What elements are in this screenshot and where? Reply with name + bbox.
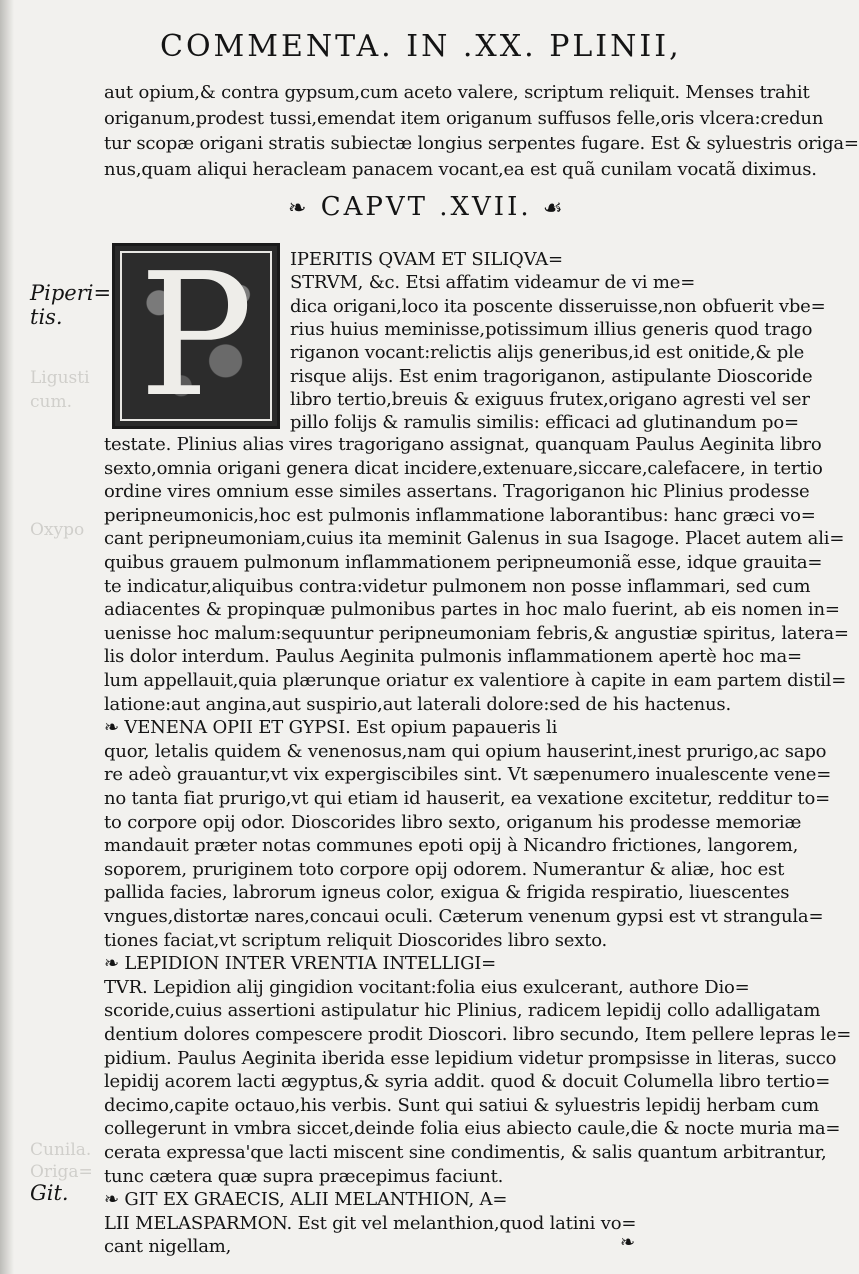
text-line: pallida facies, labrorum igneus color, exigua & frigida respiratio, liuescentes bbox=[104, 882, 790, 904]
margin-note-piperitis: Piperi= bbox=[30, 281, 112, 305]
text-line: ordine vires omnium esse similes assertans. Tragoriganon hic Plinius prodesse bbox=[104, 481, 810, 503]
text-line: to corpore opij odor. Dioscorides libro sexto, origanum his prodesse memoriæ bbox=[104, 811, 802, 833]
text-line: soporem, pruriginem toto corpore opij odorem. Numerantur & aliæ, hoc est bbox=[104, 858, 785, 880]
text-line: ❧ LEPIDION INTER VRENTIA INTELLIGI= bbox=[104, 953, 497, 975]
margin-note-piperitis: tis. bbox=[30, 305, 63, 329]
text-line: cant peripneumoniam,cuius ita meminit Galenus in sua Isagoge. Placet autem ali= bbox=[104, 528, 845, 550]
text-line: no tanta fiat prurigo,vt qui etiam id hauserit, ea vexatione excitetur, redditur to= bbox=[104, 788, 830, 809]
text-line: libro tertio,breuis & exiguus frutex,origano agresti vel ser bbox=[290, 388, 810, 410]
text-line: pillo folijs & ramulis similis: efficaci ad glutinandum po= bbox=[290, 412, 799, 434]
text-line: tur scopæ origani stratis subiectæ longius serpentes fugare. Est & syluestris origa= bbox=[104, 133, 859, 154]
text-line: quibus grauem pulmonum inflammationem peripneumoniã esse, idque grauita= bbox=[104, 552, 823, 573]
text-line: collegerunt in vmbra siccet,deinde folia eius abiecto caule,die & nocte muria ma= bbox=[104, 1118, 841, 1140]
text-line: ❧ GIT EX GRAECIS, ALII MELANTHION, A= bbox=[104, 1189, 508, 1211]
text-line: riganon vocant:relictis alijs generibus,id est onitide,& ple bbox=[290, 342, 805, 364]
running-header: COMMENTA. IN .XX. PLINII, bbox=[160, 29, 682, 64]
text-line: vngues,distortæ nares,concaui oculi. Cæterum venenum gypsi est vt strangula= bbox=[104, 906, 824, 927]
ghost-text: Cunila. bbox=[30, 1140, 92, 1160]
text-line: ❧ VENENA OPII ET GYPSI. Est opium papaueris li bbox=[104, 717, 558, 739]
text-line: re adeò grauantur,vt vix expergiscibiles sint. Vt sæpenumero inualescente vene= bbox=[104, 764, 832, 786]
text-line: lepidij acorem lacti ægyptus,& syria addit. quod & docuit Columella libro tertio= bbox=[104, 1071, 831, 1093]
text-line: aut opium,& contra gypsum,cum aceto valere, scriptum reliquit. Menses trahit bbox=[104, 82, 810, 103]
text-line: adiacentes & propinquæ pulmonibus partes in hoc malo fuerint, ab eis nomen in= bbox=[104, 599, 840, 621]
text-line: TVR. Lepidion alij gingidion vocitant:folia eius exulcerant, authore Dio= bbox=[104, 976, 750, 998]
margin-note-git: Git. bbox=[30, 1181, 69, 1205]
ghost-text: Origa= bbox=[30, 1162, 93, 1182]
text-line: decimo,capite octauo,his verbis. Sunt qui satiui & syluestris lepidij herbam cum bbox=[104, 1094, 820, 1116]
text-line: lis dolor interdum. Paulus Aeginita pulmonis inflammationem apertè hoc ma= bbox=[104, 646, 802, 668]
leaf-ornament-icon: ☙ bbox=[542, 196, 566, 221]
text-line: cerata expressa'que lacti miscent sine condimentis, & salis quantum arbitrantur, bbox=[104, 1142, 827, 1163]
text-line: mandauit præter notas communes epoti opij à Nicandro frictiones, langorem, bbox=[104, 835, 799, 857]
text-line: quor, letalis quidem & venenosus,nam qui opium hauserint,inest prurigo,ac sapo bbox=[104, 740, 827, 762]
text-line: tunc cætera quæ supra præcepimus faciunt. bbox=[104, 1165, 504, 1187]
text-line: sexto,omnia origani genera dicat incidere,extenuare,siccare,calefacere, in tertio bbox=[104, 457, 823, 479]
gutter-shadow bbox=[0, 0, 14, 1274]
text-line: IPERITIS QVAM ET SILIQVA= bbox=[290, 249, 563, 270]
text-line: cant nigellam, bbox=[104, 1236, 232, 1258]
text-line: risque alijs. Est enim tragoriganon, astipulante Dioscoride bbox=[290, 365, 813, 387]
text-line: dentium dolores compescere prodit Dioscori. libro secundo, Item pellere lepras le= bbox=[104, 1024, 852, 1045]
ghost-text: Oxypo bbox=[30, 520, 85, 540]
text-line: pidium. Paulus Aeginita iberida esse lepidium videtur prompsisse in literas, succo bbox=[104, 1047, 837, 1069]
leaf-ornament-icon: ❧ bbox=[620, 1232, 636, 1253]
text-line: latione:aut angina,aut suspirio,aut laterali dolore:sed de his hactenus. bbox=[104, 693, 731, 715]
chapter-title: CAPVT .XVII. bbox=[320, 192, 532, 222]
text-line: lum appellauit,quia plærunque oriatur ex valentiore à capite in eam partem distil= bbox=[104, 670, 847, 691]
text-line: LII MELASPARMON. Est git vel melanthion,quod latini vo= bbox=[104, 1212, 637, 1234]
chapter-heading bbox=[288, 192, 648, 224]
text-line: dica origani,loco ita poscente disseruisse,non obfuerit vbe= bbox=[290, 295, 826, 317]
text-line: nus,quam aliqui heracleam panacem vocant,ea est quã cunilam vocatã diximus. bbox=[104, 158, 817, 180]
initial-letter: P bbox=[138, 237, 254, 435]
ghost-text: cum. bbox=[30, 392, 72, 412]
text-line: peripneumonicis,hoc est pulmonis inflammatione laborantibus: hanc græci vo= bbox=[104, 504, 816, 526]
decorated-initial bbox=[112, 237, 280, 435]
text-line: rius huius meminisse,potissimum illius generis quod trago bbox=[290, 318, 813, 340]
text-line: scoride,cuius assertioni astipulatur hic Plinius, radicem lepidij collo adalligatam bbox=[104, 1000, 821, 1022]
text-line: uenisse hoc malum:sequuntur peripneumoniam febris,& angustiæ spiritus, latera= bbox=[104, 622, 849, 644]
text-line: origanum,prodest tussi,emendat item origanum suffusos felle,oris vlcera:credun bbox=[104, 107, 824, 129]
text-line: tiones faciat,vt scriptum reliquit Dioscorides libro sexto. bbox=[104, 929, 608, 951]
leaf-ornament-icon: ❧ bbox=[288, 196, 310, 221]
text-line: testate. Plinius alias vires tragorigano assignat, quanquam Paulus Aeginita libro bbox=[104, 434, 822, 455]
ghost-text: Ligusti bbox=[30, 368, 90, 388]
text-line: STRVM, &c. Etsi affatim videamur de vi me= bbox=[290, 272, 696, 294]
text-line: te indicatur,aliquibus contra:videtur pulmonem non posse inflammari, sed cum bbox=[104, 575, 811, 597]
